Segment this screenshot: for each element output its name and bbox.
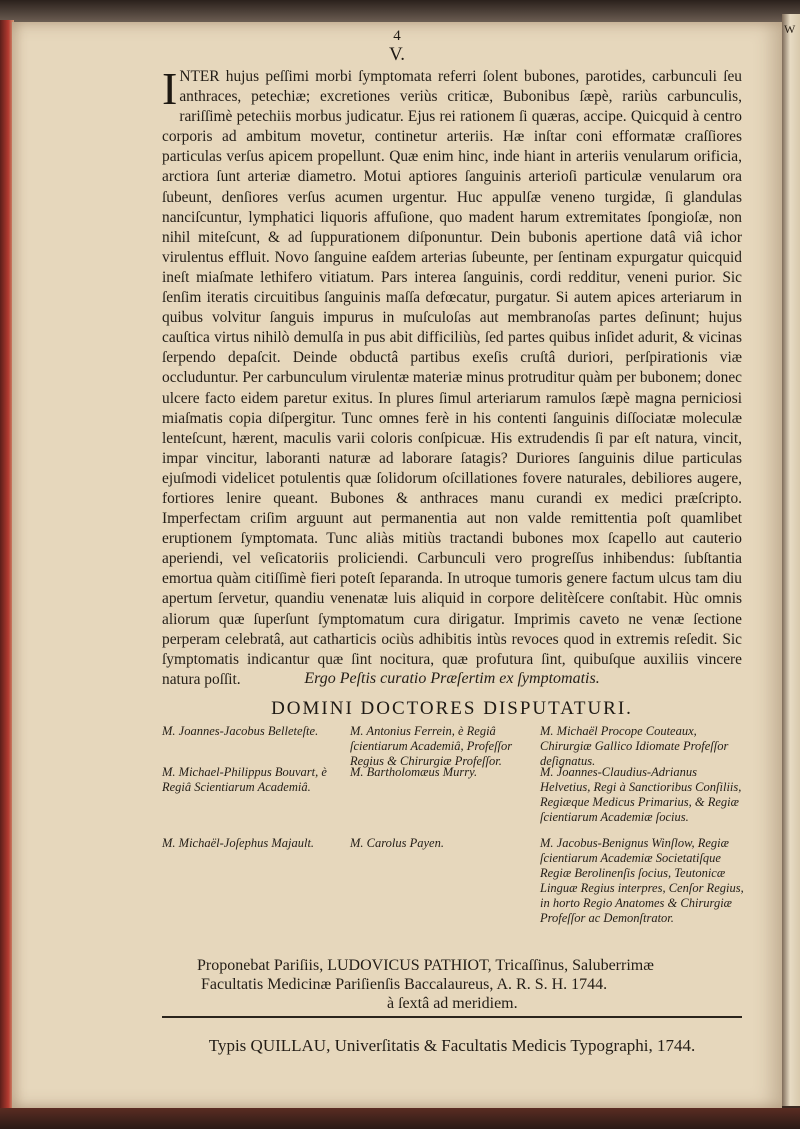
- defense-notice-line: Facultatis Medicinæ Pariſienſis Baccalaureus, A. R. S. H. 1744.: [201, 976, 608, 993]
- printer-imprint: Typis QUILLAU, Univerſitatis & Facultatis Medicis Typographi, 1744.: [208, 1036, 696, 1055]
- next-page-fragment: W: [784, 22, 796, 36]
- defense-notice-line: Proponebat Pariſiis, LUDOVICUS PATHIOT, Tricaſſinus, Saluberrimæ: [197, 957, 654, 974]
- section-numeral: V.: [388, 44, 406, 65]
- doctor-entry: M. Antonius Ferrein, è Regiâ ſcientiarum Academiâ, Profeſſor Regius & Chirurgiæ Profeſſor.: [350, 724, 513, 768]
- doctor-entry: M. Jacobus-Benignus Winſlow, Regiæ ſcientiarum Academiæ Societatiſque Regiæ Berolinenſis ſocius, Teutonicæ Linguæ Regius interpres, Cenſor Regius, in horto Regio Anatomes & Chirurgiæ Profeſſor ac Demonſtrator.: [540, 836, 744, 925]
- scan-bottom-border: [0, 1108, 800, 1129]
- conclusion-line: Ergo Peſtis curatio Præſertim ex ſymptomatis.: [304, 670, 600, 687]
- drop-cap: I: [162, 63, 178, 114]
- doctor-entry: M. Michaël-Joſephus Majault.: [162, 836, 315, 850]
- doctor-entry: M. Michaël Procope Couteaux, Chirurgiæ Gallico Idiomate Profeſſor deſignatus.: [540, 724, 729, 768]
- defense-notice: [197, 956, 742, 1013]
- document-page: [12, 22, 782, 1108]
- doctor-entry: M. Michael-Philippus Bouvart, è Regiâ Scientiarum Academiâ.: [162, 765, 327, 794]
- thesis-body-text: NTER hujus peſſimi morbi ſymptomata referri ſolent bubones, parotides, carbunculi ſeu anthraces, petechiæ; excretiones veriùs criticæ, Bubonibus ſæpè, rariùs carbunculis, rariſſimè petechiis morbus judicatur. Ejus rei rationem ſi quæras, accipe. Quicquid à centro corporis ad ambitum movetur, continetur arteriis. Hæ inſtar coni efformatæ craſſiores particulas verſus apicem propellunt. Quæ enim hinc, inde hiant in arteriis venularum orificia, arctiora ſunt arteriæ diametro. Motui aptiores ſanguinis arterioſi particulæ venularum ora ſubeunt, denſiores verſus acumen urgentur. Huc appulſæ veneno turgidæ, ſi glandulas nanciſcuntur, lymphatici liquoris affuſione, quo madent harum extremitates ſpongioſæ, non nihil miteſcunt, & ad ſuppurationem diſponuntur. Dein bubonis apertione datâ viâ ichor virulentus effluit. Novo ſanguine eaſdem arterias ſubeunte, per ſentinam expurgatur quicquid ineſt miaſmate lethifero vitiatum. Pars interea ſanguinis, cordi redditur, veneni purior. Sic ſenſim iteratis circuitibus ſanguinis maſſa defœcatur, purgatur. Si autem apices arteriarum in quibus volvitur ſanguis impurus in muſculoſas aut membranoſas partes deſinunt; hujus cauſtica virtus nihilò demulſa in pus abit difficiliùs, ſed partes quibus inſidet adurit, & vicinas ſerpendo depaſcit. Deinde obductâ partibus exeſis cruſtâ duriori, perſpirationis viæ occluduntur. Per carbunculum virulentæ materiæ minus protruditur quàm per bubonem; donec ulcere facto eidem paretur exitus. In plures ſimul arteriarum ramulos ſæpè magna perniciosi miaſmatis copia diſpergitur. Tunc omnes ferè in his contenti ſanguinis diſſociatæ moleculæ lenteſcunt, hærent, maculis varii coloris conſpicuæ. His extrudendis ſi par eſt natura, vincit, impar vincitur, laboranti naturæ ad laborare ſatagis? Duriores ſanguinis dilue particulas ejuſmodi videlicet potulentis quæ ſolidorum oſcillationes fovere naturales, debiliores augere, fortiores lenire queant. Bubones & anthraces manu curandi ex medici præſcripto. Imperfectam criſim arguunt aut permanentia aut non valde remittentia poſt quamlibet eruptionem ſymptomata. Tunc aliàs mitiùs tractandi bubones mox ſcapello aut cauterio aperiendi, vel veſicatoriis proliciendi. Carbunculi vero progreſſus inhibendus: ſubſtantia emortua quàm citiſſimè fieri poteſt ſeparanda. In utroque tumoris genere factum ulcus tam diu apertum ſervetur, quandiu venenatæ luis aliquid in corpore delitèſcere conſtabit. Hùc omnis aliorum quæ ſuperſunt ſymptomatum cura dirigatur. Imprimis caveto ne venæ ſectione perperam celebratâ, aut catharticis ociùs adhibitis intùs revoces quod in extremis reſedit. Sic ſymptomatis indicantur quæ ſint nocitura, quæ profutura ſint, quibuſque auxiliis vincere natura poſſit.: [162, 68, 743, 688]
- defense-notice-line: à ſextâ ad meridiem.: [387, 995, 518, 1012]
- thesis-body: [162, 63, 743, 690]
- doctor-entry: M. Carolus Payen.: [350, 836, 444, 850]
- doctor-entry: M. Bartholomæus Murry.: [350, 765, 478, 779]
- doctor-entry: M. Joannes-Claudius-Adrianus Helvetius, Regi à Sanctioribus Conſiliis, Regiæque Medicus Primarius, & Regiæ ſcientiarum Academiæ ſocius.: [540, 765, 742, 824]
- page-number: 4: [393, 28, 401, 44]
- next-page-edge: [782, 14, 800, 1106]
- doctors-heading: DOMINI DOCTORES DISPUTATURI.: [271, 698, 633, 719]
- scan-top-border: [0, 0, 800, 22]
- horizontal-rule: [162, 1016, 742, 1018]
- doctor-entry: M. Joannes-Jacobus Belleteſte.: [162, 724, 319, 738]
